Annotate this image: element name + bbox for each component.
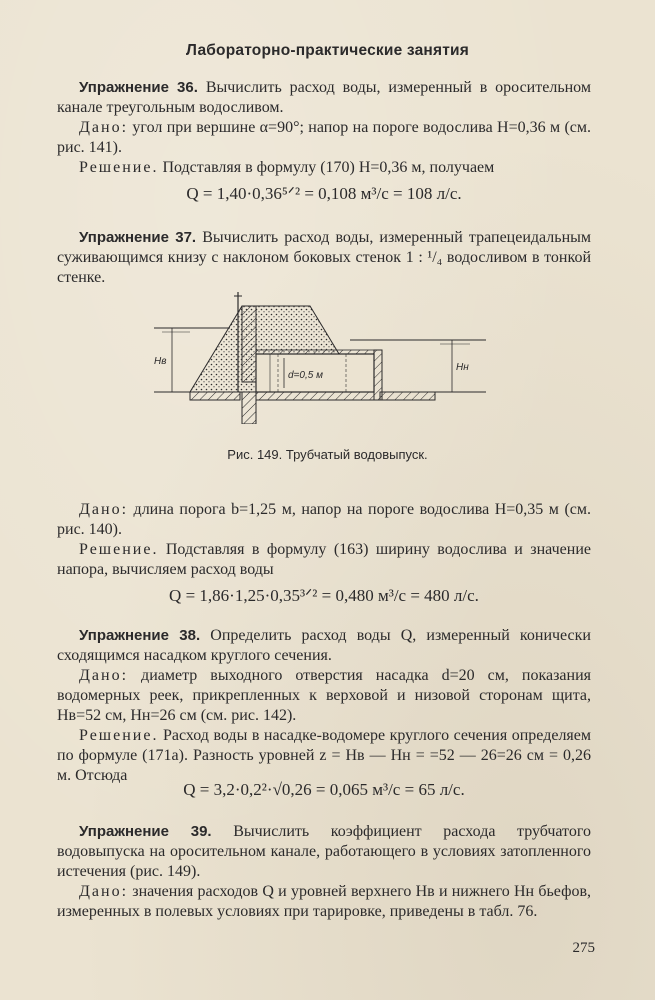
- upstream-depth-label: Hв: [154, 356, 167, 367]
- running-title: Лабораторно-практические занятия: [186, 42, 469, 59]
- given-label: Дано:: [79, 883, 129, 900]
- exercise-36-formula: Q = 1,40·0,36⁵ᐟ² = 0,108 м³/с = 108 л/с.: [186, 184, 462, 203]
- given-text: значения расходов Q и уровней верхнего Hв и нижнего Hн бьефов, измеренных в полевых условиях при тарировке, приведены в табл. 76.: [57, 883, 592, 920]
- exercise-38-text: Определить расход воды Q, измеренный конически сходящимся насадком круглого сечения.: [57, 627, 591, 664]
- exercise-37-title: Упражнение 37.: [79, 229, 197, 246]
- given-text: диаметр выходного отверстия насадка d=20 см, показания водомерных реек, прикрепленных к верховой и низовой сторонам щита, Hв=52 см, Hн=26 см (см. рис. 142).: [57, 667, 591, 724]
- exercise-36-solution: [57, 158, 591, 178]
- exercise-38-formula: Q = 3,2·0,2²·√0,26 = 0,065 м³/с = 65 л/с.: [183, 780, 465, 799]
- solution-label: Решение.: [79, 159, 159, 176]
- solution-text: Расход воды в насадке-водомере круглого сечения определяем по формуле (171а). Разность уровней z = Hв — Hн = =52 — 26=26 см = 0,26 м. Отсюда: [57, 727, 592, 784]
- solution-text: Подставляя в формулу (170) H=0,36 м, получаем: [162, 159, 495, 176]
- given-label: Дано:: [79, 501, 129, 518]
- pipe-diameter-label: d=0,5 м: [288, 370, 323, 381]
- exercise-38: [57, 626, 591, 786]
- exercise-38-given: [57, 666, 591, 726]
- exercise-37-solution: [57, 540, 591, 580]
- exercise-36-statement: [57, 78, 591, 118]
- exercise-38-title: Упражнение 38.: [79, 627, 201, 644]
- given-text: угол при вершине α=90°; напор на пороге водослива H=0,36 м (см. рис. 141).: [57, 119, 592, 156]
- pipe-outlet-figure: [150, 288, 490, 424]
- exercise-37-statement: [57, 228, 591, 288]
- exercise-39-title: Упражнение 39.: [79, 823, 212, 840]
- exercise-39-given: [57, 882, 591, 922]
- downstream-depth-label: Hн: [456, 362, 469, 373]
- solution-label: Решение.: [79, 541, 159, 558]
- exercise-36-given: [57, 118, 591, 158]
- given-label: Дано:: [79, 667, 129, 684]
- exercise-38-solution: [57, 726, 591, 786]
- exercise-37-given: [57, 500, 591, 540]
- page-number: 275: [572, 940, 595, 956]
- exercise-39: [57, 822, 591, 922]
- solution-text: Подставляя в формулу (163) ширину водослива и значение напора, вычисляем расход воды: [57, 541, 591, 578]
- solution-label: Решение.: [79, 727, 159, 744]
- exercise-36-text: Вычислить расход воды, измеренный в оросительном канале треугольным водосливом.: [57, 79, 592, 116]
- exercise-37-text: Вычислить расход воды, измеренный трапецеидальным суживающимся книзу с наклоном боковых стенок 1 : ¹/₄ водосливом в тонкой стенке.: [57, 229, 592, 286]
- exercise-37-formula: Q = 1,86·1,25·0,35³ᐟ² = 0,480 м³/с = 480 л/с.: [169, 586, 479, 605]
- given-text: длина порога b=1,25 м, напор на пороге водослива H=0,35 м (см. рис. 140).: [57, 501, 591, 538]
- exercise-39-statement: [57, 822, 591, 882]
- exercise-37-continued: [57, 500, 591, 580]
- exercise-36: [57, 78, 591, 178]
- given-label: Дано:: [79, 119, 129, 136]
- exercise-37: [57, 228, 591, 288]
- exercise-38-statement: [57, 626, 591, 666]
- exercise-36-title: Упражнение 36.: [79, 79, 198, 96]
- exercise-39-text: Вычислить коэффициент расхода трубчатого водовыпуска на оросительном канале, работающего в условиях затопленного истечения (рис. 149).: [57, 823, 591, 880]
- figure-caption: Рис. 149. Трубчатый водовыпуск.: [227, 447, 428, 462]
